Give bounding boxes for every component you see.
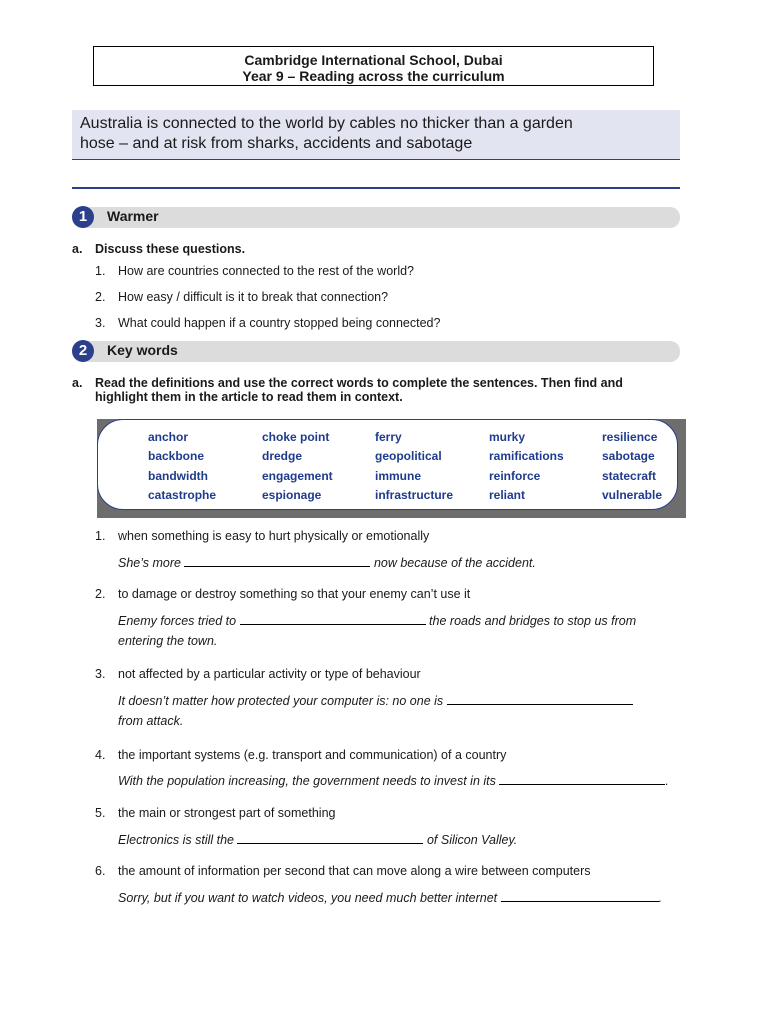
word-bank-word: infrastructure [375, 488, 454, 502]
example-sentence [118, 831, 517, 847]
word-bank-word: sabotage [602, 449, 655, 463]
article-title-line1: Australia is connected to the world by cables no thicker than a garden [80, 115, 573, 132]
section-2-task-text: Read the definitions and use the correct words to complete the sentences. Then find and highlight them in the article to read them in context. [95, 376, 623, 404]
question-text: How easy / difficult is it to break that connection? [118, 290, 389, 304]
example-sentence [118, 692, 633, 708]
definition-text: the amount of information per second that can move along a wire between computers [118, 864, 591, 878]
definition-number: 5. [95, 806, 106, 820]
word-bank-word: backbone [148, 449, 205, 463]
section-2-number: 2 [72, 340, 94, 362]
article-title [72, 110, 680, 160]
definition-text: not affected by a particular activity or type of behaviour [118, 667, 421, 681]
word-bank-word: ferry [375, 430, 402, 444]
section-1-task-text: Discuss these questions. [95, 242, 246, 256]
question-text: What could happen if a country stopped being connected? [118, 316, 441, 330]
definition-number: 4. [95, 748, 106, 762]
section-1-title: Warmer [107, 208, 159, 224]
divider [72, 187, 680, 189]
word-bank-word: catastrophe [148, 488, 217, 502]
section-2-title: Key words [107, 342, 178, 358]
answer-blank[interactable] [499, 772, 665, 785]
answer-blank[interactable] [447, 692, 633, 705]
course-name: Year 9 – Reading across the curriculum [242, 68, 505, 84]
word-bank-word: statecraft [602, 469, 657, 483]
definition-text: to damage or destroy something so that your enemy can’t use it [118, 587, 471, 601]
word-bank-word: anchor [148, 430, 189, 444]
word-bank-word: choke point [262, 430, 330, 444]
example-before: With the population increasing, the government needs to invest in its [118, 774, 500, 788]
word-bank-word: ramifications [489, 449, 564, 463]
word-bank-word: resilience [602, 430, 658, 444]
article-title-line2: hose – and at risk from sharks, accidents and sabotage [80, 135, 473, 152]
question-text: How are countries connected to the rest of the world? [118, 264, 414, 278]
question-number: 2. [95, 290, 106, 304]
definition-number: 1. [95, 529, 106, 543]
section-2-task-label: a. [72, 376, 83, 390]
definition-text: the important systems (e.g. transport and communication) of a country [118, 748, 507, 762]
answer-blank[interactable] [501, 889, 659, 902]
example-after: now because of the accident. [370, 556, 536, 570]
answer-blank[interactable] [240, 612, 426, 625]
example-after: . [658, 891, 663, 905]
example-before: Enemy forces tried to [118, 614, 240, 628]
word-bank [97, 419, 678, 510]
example-sentence-continued: from attack. [118, 714, 184, 728]
section-1-bar [72, 207, 680, 228]
word-bank-word: engagement [262, 469, 333, 483]
answer-blank[interactable] [237, 831, 423, 844]
word-bank-word: reliant [489, 488, 526, 502]
definition-number: 6. [95, 864, 106, 878]
example-before: She’s more [118, 556, 185, 570]
answer-blank[interactable] [184, 554, 370, 567]
example-after: . [665, 774, 669, 788]
word-bank-word: immune [375, 469, 422, 483]
word-bank-word: espionage [262, 488, 322, 502]
word-bank-word: murky [489, 430, 526, 444]
example-sentence-continued: entering the town. [118, 634, 218, 648]
word-bank-shadow [97, 419, 686, 518]
definition-text: when something is easy to hurt physically or emotionally [118, 529, 430, 543]
example-sentence [118, 554, 536, 570]
word-bank-word: vulnerable [602, 488, 663, 502]
example-before: It doesn’t matter how protected your computer is: no one is [118, 694, 447, 708]
example-after: of Silicon Valley. [423, 833, 518, 847]
word-bank-word: bandwidth [148, 469, 208, 483]
definition-number: 2. [95, 587, 106, 601]
example-after: the roads and bridges to stop us from [425, 614, 637, 628]
word-bank-word: dredge [262, 449, 303, 463]
example-sentence [118, 612, 636, 628]
section-1-number: 1 [72, 206, 94, 228]
definition-text: the main or strongest part of something [118, 806, 336, 820]
school-name: Cambridge International School, Dubai [244, 52, 503, 68]
example-before: Sorry, but if you want to watch videos, you need much better internet [118, 891, 501, 905]
word-bank-word: reinforce [489, 469, 541, 483]
example-sentence [118, 772, 669, 788]
question-number: 1. [95, 264, 106, 278]
example-sentence [118, 889, 662, 905]
word-bank-word: geopolitical [375, 449, 442, 463]
definition-number: 3. [95, 667, 106, 681]
example-before: Electronics is still the [118, 833, 238, 847]
section-1-task-label: a. [72, 242, 83, 256]
school-header [93, 46, 654, 86]
question-number: 3. [95, 316, 106, 330]
